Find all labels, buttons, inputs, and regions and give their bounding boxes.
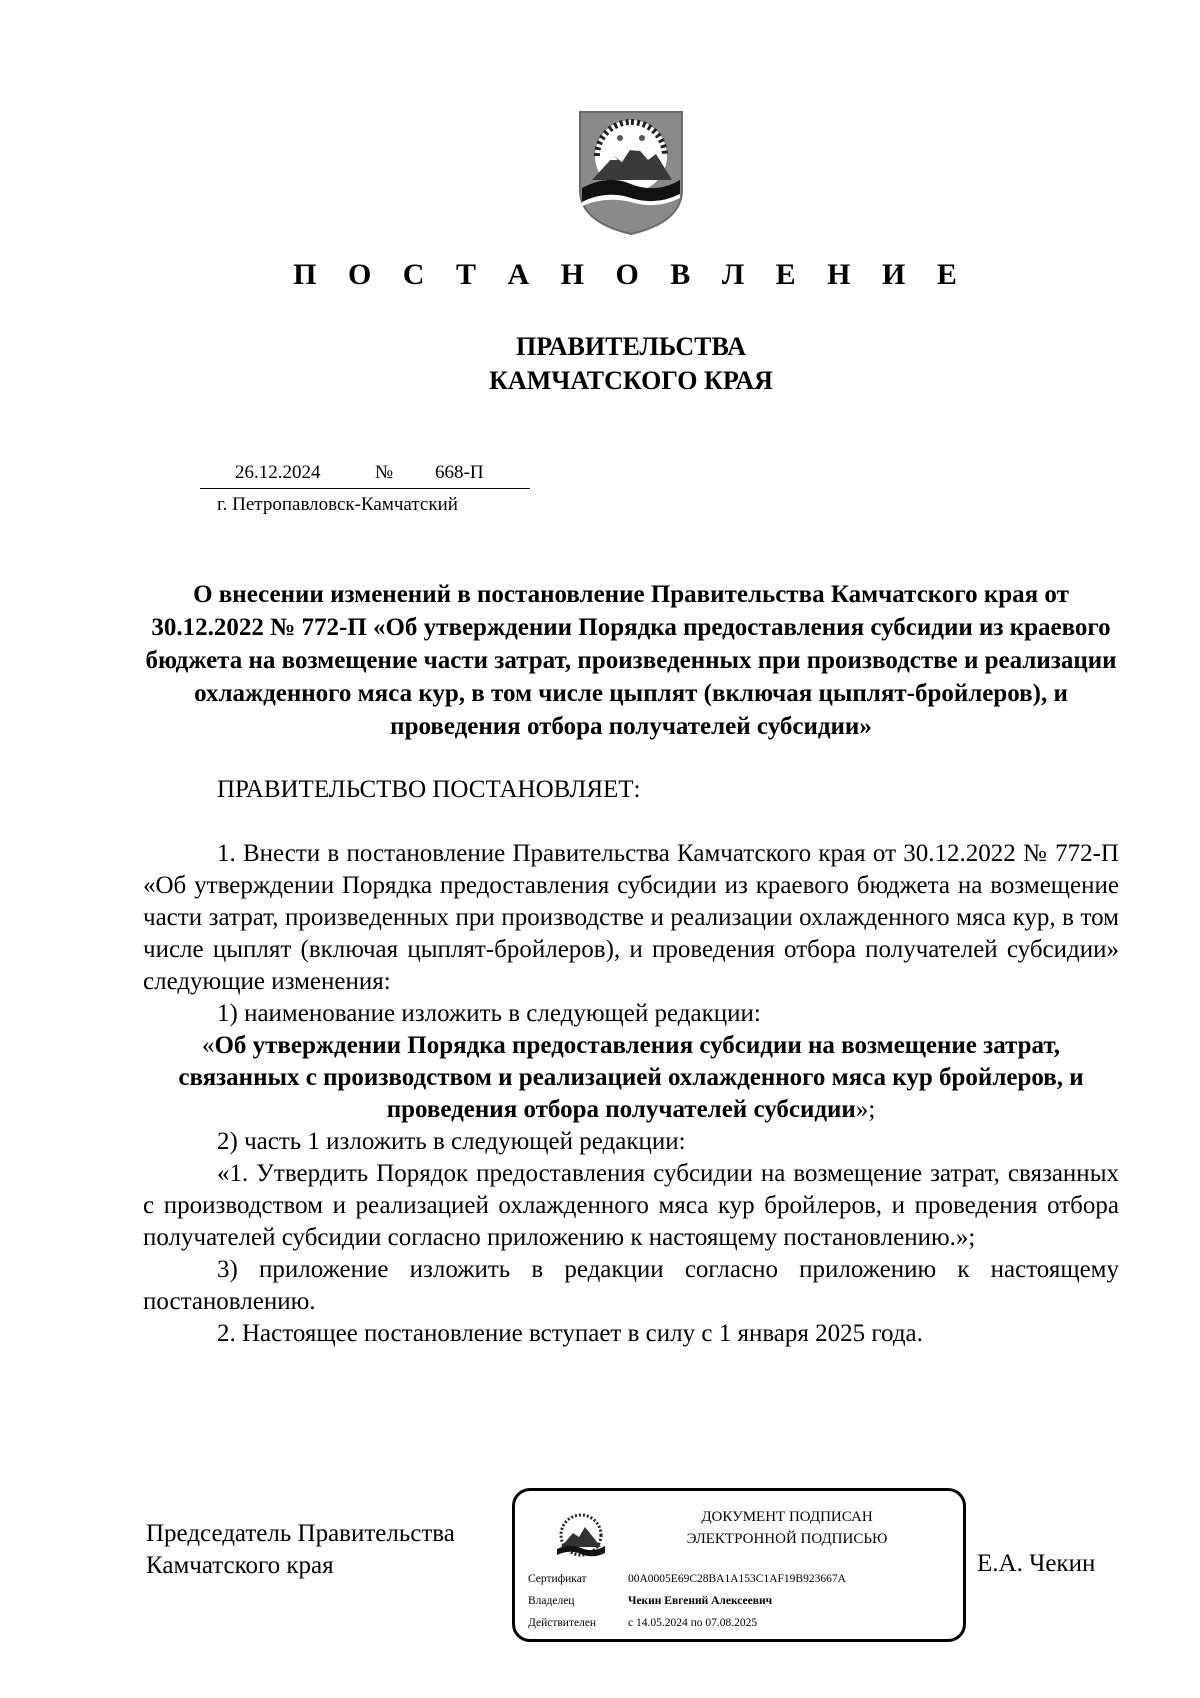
issuing-authority [0, 330, 1200, 398]
quote-close: »; [855, 1096, 876, 1123]
document-number: 668-П [435, 462, 484, 483]
validity-value: с 14.05.2024 по 07.08.2025 [628, 1617, 758, 1629]
kamchatka-coat-of-arms-icon [555, 1511, 607, 1561]
issuing-authority-line1: ПРАВИТЕЛЬСТВА [516, 332, 746, 361]
signer-position-line1: Председатель Правительства [146, 1520, 455, 1547]
number-sign: № [375, 462, 394, 483]
document-body [143, 838, 1119, 1350]
owner-value: Чекин Евгений Алексеевич [628, 1595, 773, 1607]
electronic-signature-stamp [512, 1488, 966, 1642]
paragraph-2: 2. Настоящее постановление вступает в силу с 1 января 2025 года. [217, 1320, 923, 1347]
signer-name: Е.А. Чекин [977, 1550, 1096, 1577]
stamp-certificate-row [528, 1573, 846, 1585]
document-type-title: П О С Т А Н О В Л Е Н И Е [293, 258, 969, 291]
stamp-owner-row [528, 1595, 772, 1607]
quote-open: « [201, 1032, 215, 1059]
new-title-paragraph [143, 1030, 1119, 1126]
paragraph-item-1: 1) наименование изложить в следующей редакции: [217, 1000, 761, 1027]
paragraph-1: 1. Внести в постановление Правительства Камчатского края от 30.12.2022 № 772-П «Об утверждении Порядка предоставления субсидии из краевого бюджета на возмещение части затрат, произведенных при производстве и реализации охлажденного мяса кур, в том числе цыплят (включая цыплят-бройлеров), и проведения отбора получателей субсидии» следующие изменения: [143, 840, 1119, 995]
issue-city: г. Петропавловск-Камчатский [217, 494, 458, 515]
new-title-text: Об утверждении Порядка предоставления субсидии на возмещение затрат, связанных с производством и реализацией охлажденного мяса кур бройлеров, и проведения отбора получателей субсидии [178, 1032, 1084, 1123]
signer-position [146, 1518, 455, 1582]
issuing-authority-line2: КАМЧАТСКОГО КРАЯ [489, 366, 773, 395]
stamp-heading-line2: ЭЛЕКТРОННОЙ ПОДПИСЬЮ [686, 1531, 888, 1547]
certificate-value: 00A0005E69C28BA1A153C1AF19B923667A [628, 1573, 846, 1585]
paragraph-part-1-text: «1. Утвердить Порядок предоставления субсидии на возмещение затрат, связанных с производством и реализацией охлажденного мяса кур бройлеров, и проведения отбора получателей субсидии согласно приложению к настоящему постановлению.»; [143, 1160, 1119, 1251]
certificate-label: Сертификат [528, 1573, 587, 1585]
paragraph-item-2: 2) часть 1 изложить в следующей редакции: [217, 1128, 686, 1155]
date-number-line [200, 462, 530, 489]
owner-label: Владелец [528, 1595, 575, 1607]
resolves-heading: ПРАВИТЕЛЬСТВО ПОСТАНОВЛЯЕТ: [217, 776, 641, 803]
validity-label: Действителен [528, 1617, 597, 1629]
document-subject: О внесении изменений в постановление Правительства Камчатского края от 30.12.2022 № 772-П «Об утверждении Порядка предоставления субсидии из краевого бюджета на возмещение части затрат, произведенных при производстве и реализации охлажденного мяса кур, в том числе цыплят (включая цыплят-бройлеров), и проведения отбора получателей субсидии» [145, 581, 1117, 740]
kamchatka-coat-of-arms-icon [578, 110, 684, 236]
paragraph-item-3: 3) приложение изложить в редакции согласно приложению к настоящему постановлению. [143, 1256, 1119, 1315]
stamp-heading-line1: ДОКУМЕНТ ПОДПИСАН [701, 1509, 873, 1525]
document-date: 26.12.2024 [235, 462, 321, 483]
signer-position-line2: Камчатского края [146, 1552, 334, 1579]
stamp-validity-row [528, 1617, 757, 1629]
